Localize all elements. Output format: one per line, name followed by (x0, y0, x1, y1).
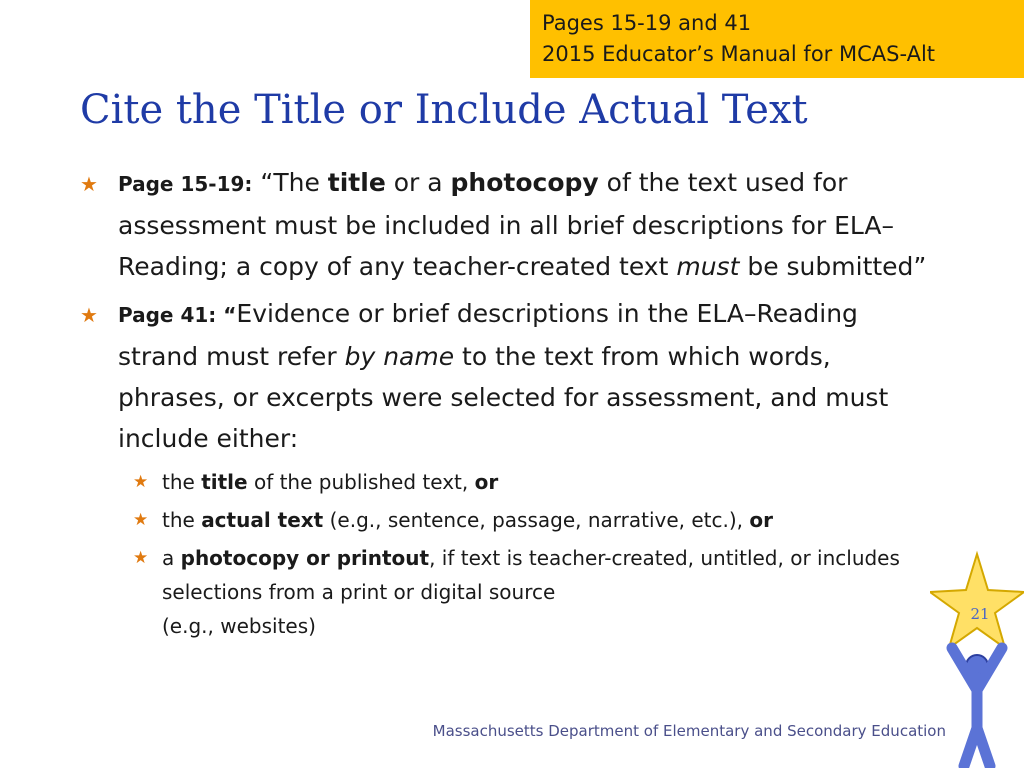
sub-bullet-title: ★ the title of the published text, or (80, 465, 940, 499)
page-number: 21 (970, 605, 990, 623)
star-bullet-icon: ★ (80, 303, 98, 327)
sub-bullet-actual-text: ★ the actual text (e.g., sentence, passage, narrative, etc.), or (80, 503, 940, 537)
footer-text: Massachusetts Department of Elementary and Secondary Education (432, 722, 946, 740)
star-bullet-icon: ★ (133, 510, 149, 530)
slide-title: Cite the Title or Include Actual Text (80, 87, 808, 133)
bullet-list (80, 162, 940, 647)
reference-line-2: 2015 Educator’s Manual for MCAS-Alt (542, 42, 936, 66)
bullet-page-15-19: ★ Page 15-19: “The title or a photocopy of the text used for assessment must be included in all brief descriptions for ELA–Reading; a copy of any teacher-created text must be submitted” (80, 162, 940, 287)
star-bullet-icon: ★ (133, 548, 149, 568)
reference-box (530, 0, 1024, 78)
sub-bullet-photocopy: ★ a photocopy or printout, if text is teacher-created, untitled, or includes selections from a print or digital source (e.g., websites) (80, 541, 940, 643)
star-bullet-icon: ★ (133, 472, 149, 492)
star-bullet-icon: ★ (80, 172, 98, 196)
bullet-page-41: ★ Page 41: “Evidence or brief descriptions in the ELA–Reading strand must refer by name to the text from which words, phrases, or excerpts were selected for assessment, and must include either: (80, 293, 940, 459)
reference-line-1: Pages 15-19 and 41 (542, 11, 752, 35)
